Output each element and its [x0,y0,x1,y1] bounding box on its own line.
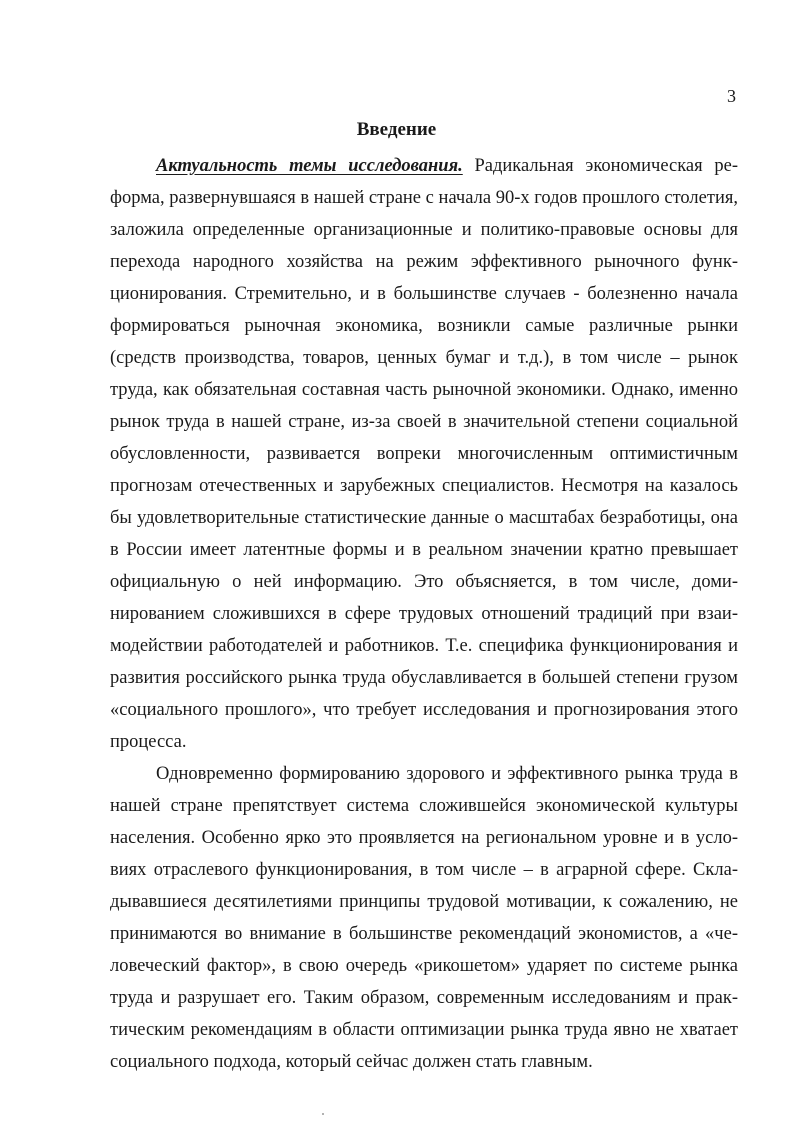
scan-speck [322,1113,324,1115]
section-heading: Введение [356,119,437,140]
paragraph-body: Радикальная экономическая реформа, развернувшаяся в нашей стране с начала 90-х годов прошлого столетия, заложила определенные организационные и политико-правовые основы для перехода народного хозяйства на режим эффективного рыночного функционирования. Стремительно, и в большинстве случаев - болезненно начала формироваться рыночная экономика, возникли самые различные рынки (средств производства, товаров, ценных бумаг и т.д.), в том числе – рынок труда, как обязательная составная часть рыночной экономики. Однако, именно рынок труда в нашей стране, из-за своей в значительной степени социальной обусловленности, развивается вопреки многочисленным оптимистичным прогнозам отечественных и зарубежных специалистов. Несмотря на казалось бы удовлетворительные статистические данные о масштабах безработицы, она в России имеет латентные формы и в реальном значении кратно превышает официальную о ней информацию. Это объясняется, в том числе, доминированием сложившихся в сфере трудовых отношений традиций при взаимодействии работодателей и работников. Т.е. специфика функционирования и развития российского рынка труда обуславливается в большей степени грузом «социального прошлого», что требует исследования и прогнозирования этого процесса. [110,156,739,752]
paragraph-economic-culture [110,758,738,1078]
body-text [110,150,738,1078]
paragraph-body: Одновременно формированию здорового и эффективного рынка труда в нашей стране препятствует система сложившейся экономической культуры населения. Особенно ярко это проявляется на региональном уровне и в условиях отраслевого функционирования, в том числе – в аграрной сфере. Складывавшиеся десятилетиями принципы трудовой мотивации, к сожалению, не принимаются во внимание в большинстве рекомендаций экономистов, а «человеческий фактор», в свою очередь «рикошетом» ударяет по системе рынка труда и разрушает его. Таким образом, современным исследованиям и практическим рекомендациям в области оптимизации рынка труда явно не хватает социального подхода, который сейчас должен стать главным. [110,764,738,1072]
paragraph-lead-phrase: Актуальность темы исследования. [156,156,463,176]
page-number: 3 [727,86,736,106]
paragraph-relevance [110,150,738,758]
